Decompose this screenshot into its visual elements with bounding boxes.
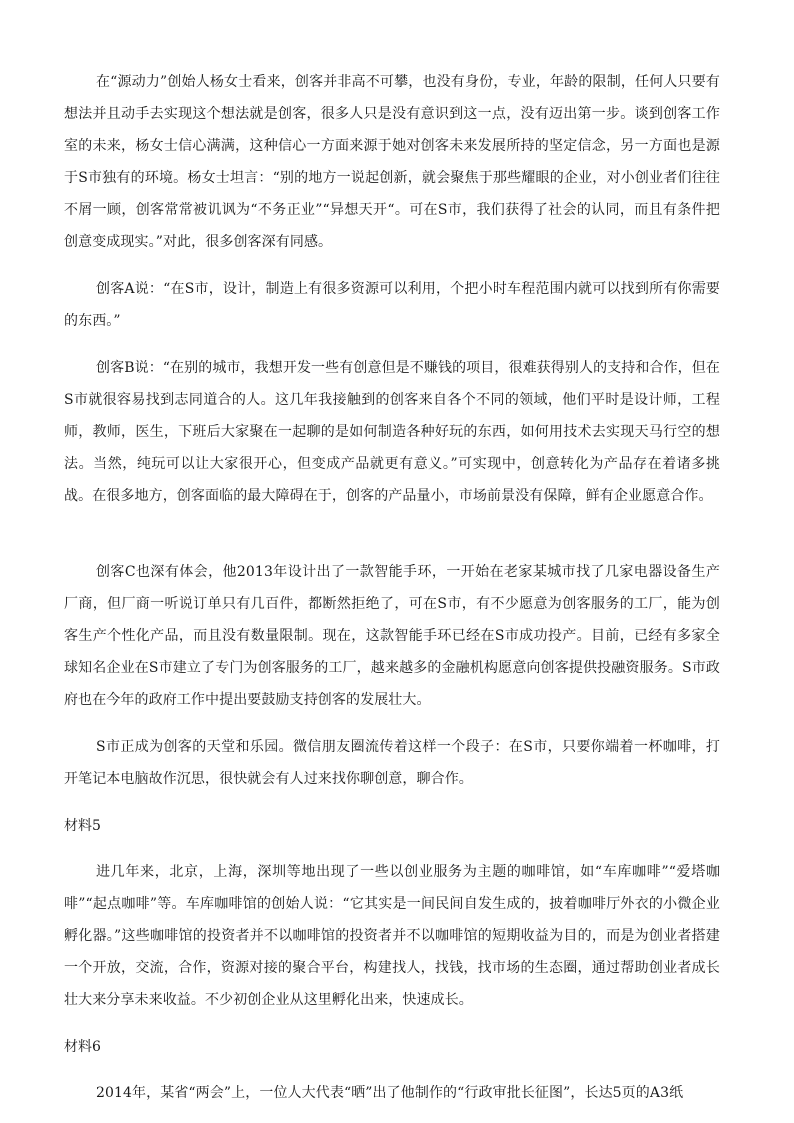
paragraph-maker-a: 创客A说：“在S市，设计，制造上有很多资源可以利用，个把小时车程范围内就可以找到所有你需要的东西。”	[64, 281, 720, 329]
paragraph-yang-interview: 在“源动力”创始人杨女士看来，创客并非高不可攀，也没有身份，专业，年龄的限制，任何人只要有想法并且动手去实现这个想法就是创客，很多人只是没有意识到这一点，没有迈出第一步。谈到创客工作室的未来，杨女士信心满满，这种信心一方面来源于她对创客未来发展所持的坚定信念，另一方面也是源于S市独有的环境。杨女士坦言：“别的地方一说起创新，就会聚焦于那些耀眼的企业，对小创业者们往往不屑一顾，创客常常被讥讽为“不务正业”“异想天开“。可在S市，我们获得了社会的认同，而且有条件把创意变成现实。”对此，很多创客深有同感。	[64, 74, 720, 250]
material-5-heading: 材料5	[64, 818, 101, 834]
material-6-heading: 材料6	[64, 1039, 101, 1055]
paragraph-s-city-paradise: S市正成为创客的天堂和乐园。微信朋友圈流传着这样一个段子：在S市，只要你端着一杯咖啡，打开笔记本电脑故作沉思，很快就会有人过来找你聊创意，聊合作。	[64, 739, 720, 787]
material-6-paragraph: 2014年，某省“两会”上，一位人大代表“晒”出了他制作的“行政审批长征图”，长达5页的A3纸	[96, 1085, 684, 1101]
material-5-paragraph: 进几年来，北京，上海，深圳等地出现了一些以创业服务为主题的咖啡馆，如“车库咖啡”“爱塔咖啡”“起点咖啡”等。车库咖啡馆的创始人说：“它其实是一间民间自发生成的，披着咖啡厅外衣的小微企业孵化器。”这些咖啡馆的投资者并不以咖啡馆的投资者并不以咖啡馆的短期收益为目的，而是为创业者搭建一个开放，交流，合作，资源对接的聚合平台，构建找人，找钱，找市场的生态圈，通过帮助创业者成长壮大来分享未来收益。不少初创企业从这里孵化出来，快速成长。	[64, 864, 720, 1008]
paragraph-maker-b: 创客B说：“在别的城市，我想开发一些有创意但是不赚钱的项目，很难获得别人的支持和合作，但在S市就很容易找到志同道合的人。这几年我接触到的创客来自各个不同的领域，他们平时是设计师，工程师，教师，医生，下班后大家聚在一起聊的是如何制造各种好玩的东西，如何用技术去实现天马行空的想法。当然，纯玩可以让大家很开心，但变成产品就更有意义。”可实现中，创意转化为产品存在着诸多挑战。在很多地方，创客面临的最大障碍在于，创客的产品量小，市场前景没有保障，鲜有企业愿意合作。	[64, 360, 720, 504]
paragraph-maker-c: 创客C也深有体会，他2013年设计出了一款智能手环，一开始在老家某城市找了几家电器设备生产厂商，但厂商一听说订单只有几百件，都断然拒绝了，可在S市，有不少愿意为创客服务的工厂，能为创客生产个性化产品，而且没有数量限制。现在，这款智能手环已经在S市成功投产。目前，已经有多家全球知名企业在S市建立了专门为创客服务的工厂，越来越多的金融机构愿意向创客提供投融资服务。S市政府也在今年的政府工作中提出要鼓励支持创客的发展壮大。	[64, 564, 720, 708]
document-body	[64, 66, 720, 1109]
